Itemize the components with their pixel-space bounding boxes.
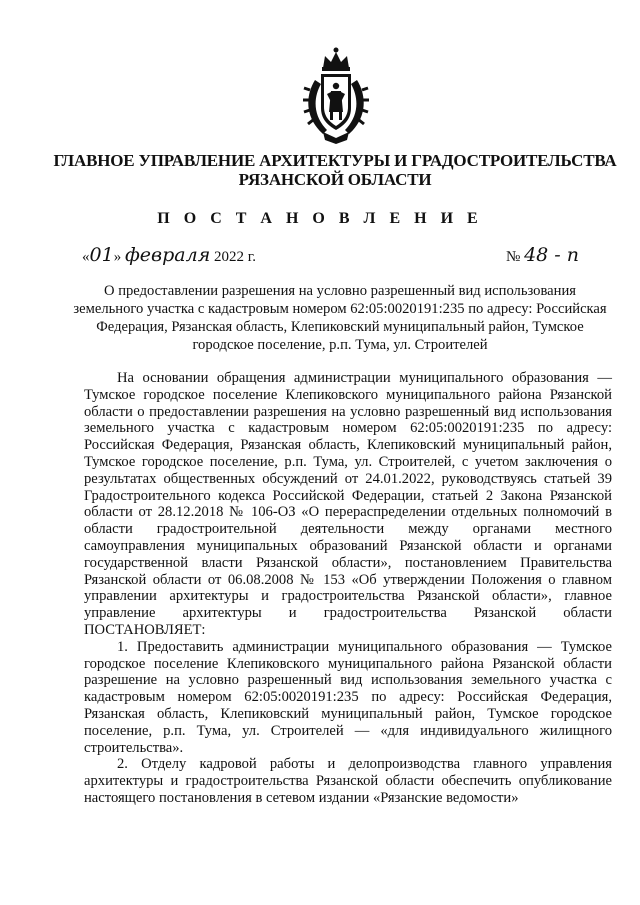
date-year: 2022 г. [214, 249, 256, 265]
number-sign: № [506, 249, 521, 265]
body-preamble: На основании обращения администрации муниципального образования — Тумское городское поселение Клепиковского муниципального района Рязанской области о предоставлении разрешения на условно разрешенный вид использования земельного участка с кадастровым номером 62:05:0020191:235 по адресу: Российская Федерация, Рязанская область, Клепиковский муниципальный район, Тумское городское поселение, р.п. Тума, ул. Строителей, с учетом заключения о результатах общественных обсуждений от 24.01.2022, руководствуясь статьей 39 Градостроительного кодекса Российской Федерации, статьей 2 Закона Рязанской области от 28.12.2018 № 106-ОЗ «О перераспределении отдельных полномочий в области градостроительной деятельности между органами местного самоуправления муниципальных образований Рязанской области и органами государственной власти Рязанской области», постановлением Правительства Рязанской области от 06.08.2008 № 153 «Об утверждении Положения о главном управлении архитектуры и градостроительства Рязанской области», главное управление архитектуры и градостроительства Рязанской области ПОСТАНОВЛЯЕТ: [84, 370, 612, 638]
document-type-title: П О С Т А Н О В Л Е Н И Е [157, 210, 483, 227]
document-subject: О предоставлении разрешения на условно разрешенный вид использования земельного участка с кадастровым номером 62:05:0020191:235 по адресу: Российская Федерация, Рязанская область, Клепиковский муниципальный район, Тумское городское поселение, р.п. Тума, ул. Строителей [73, 283, 607, 353]
date-close-quote: » [113, 249, 122, 265]
date-open-quote: « [82, 249, 90, 265]
coat-of-arms-emblem [301, 46, 371, 146]
body-item-1: 1. Предоставить администрации муниципального образования — Тумское городское поселение Клепиковского муниципального района Рязанской области разрешение на условно разрешенный вид использования земельного участка с кадастровым номером 62:05:0020191:235 по адресу: Российская Федерация, Рязанская область, Клепиковский муниципальный район, Тумское городское поселение, р.п. Тума, ул. Строителей — «для индивидуального жилищного строительства». [84, 638, 612, 756]
body-item-2: 2. Отделу кадровой работы и делопроизводства главного управления архитектуры и градостроительства Рязанской области обеспечить опубликование настоящего постановления в сетевом издании «Рязанские ведомости» [84, 756, 612, 806]
document-number [506, 244, 579, 266]
date-day-handwritten: 01 [89, 244, 114, 266]
document-body [84, 370, 612, 807]
organization-title-line2: РЯЗАНСКОЙ ОБЛАСТИ [238, 170, 432, 189]
organization-title-line1: ГЛАВНОЕ УПРАВЛЕНИЕ АРХИТЕКТУРЫ И ГРАДОСТРОИТЕЛЬСТВА [53, 151, 617, 170]
document-date [82, 244, 256, 266]
number-value-handwritten: 48 - п [524, 244, 579, 266]
date-month-handwritten: февраля [124, 244, 211, 266]
